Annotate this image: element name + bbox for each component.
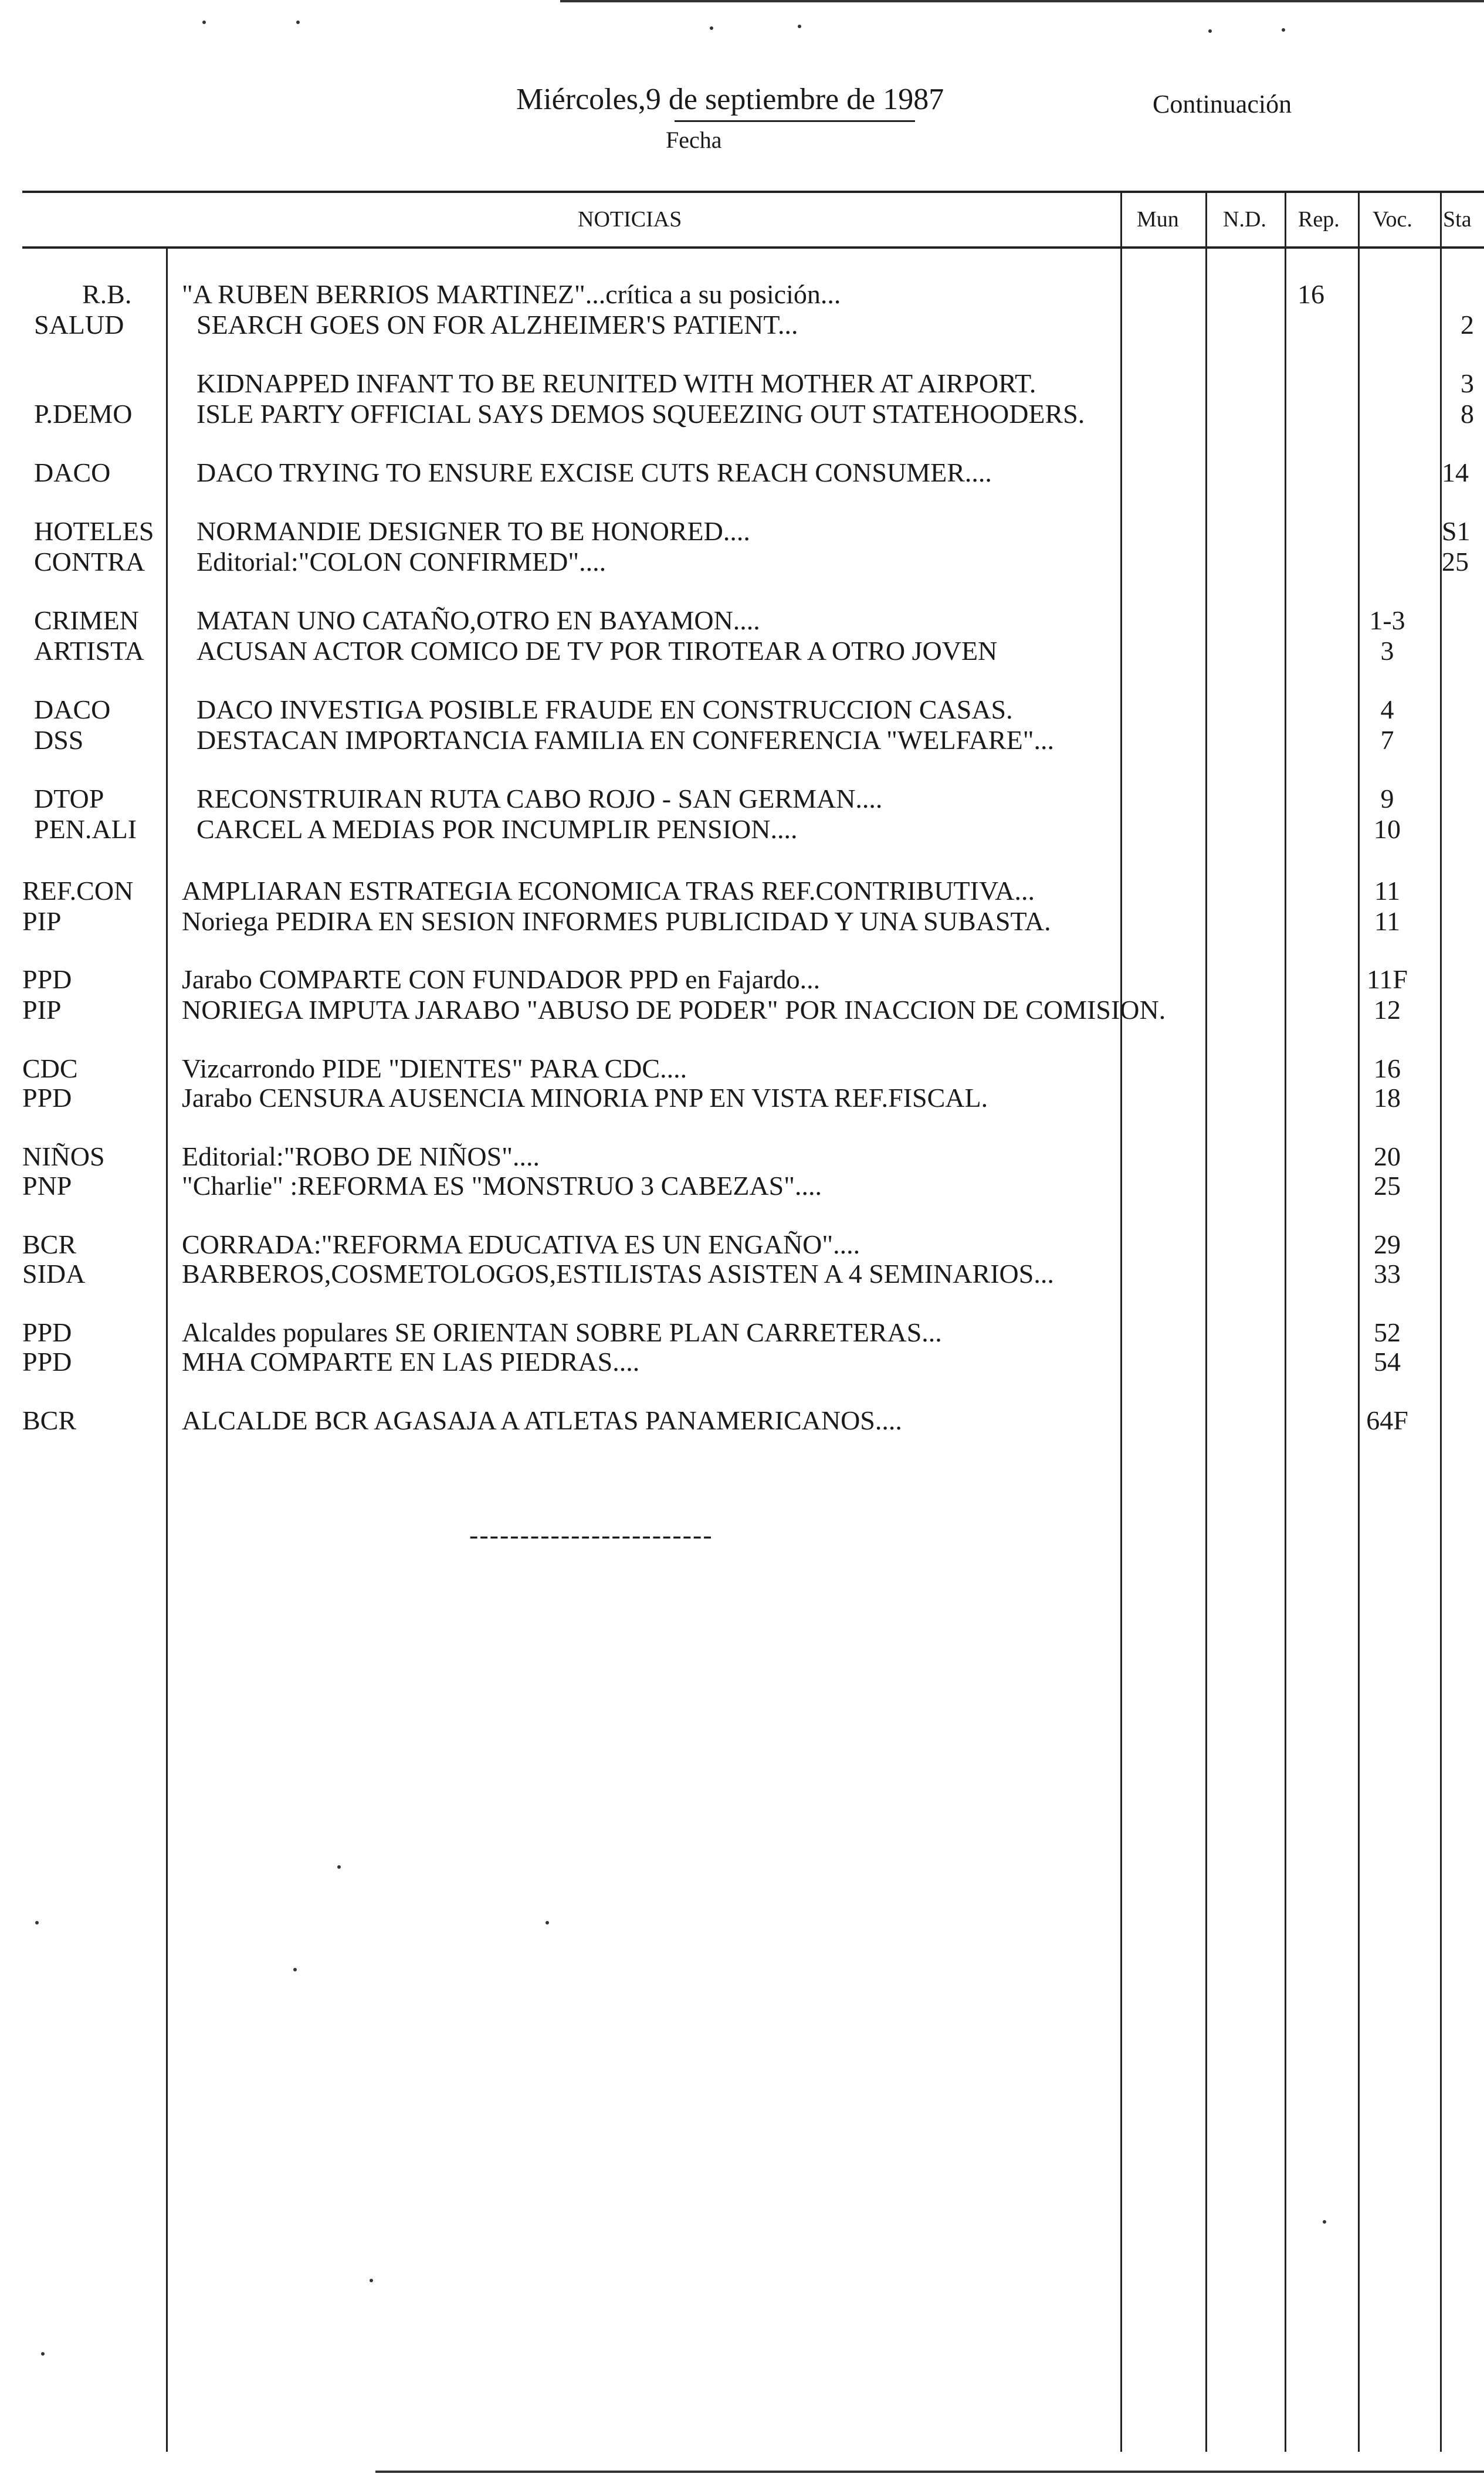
row-voc: 9	[1380, 784, 1394, 814]
table-row	[0, 1082, 1484, 1113]
table-row	[0, 814, 1484, 842]
row-category: PPD	[22, 1317, 72, 1347]
row-category: R.B.	[82, 279, 132, 309]
row-voc: 10	[1374, 814, 1401, 844]
row-category: SIDA	[22, 1259, 86, 1289]
scan-speck	[202, 21, 206, 24]
row-category: CONTRA	[34, 547, 145, 577]
table-row	[0, 1053, 1484, 1081]
row-category: CDC	[22, 1053, 78, 1083]
row-category: DTOP	[34, 784, 104, 814]
row-category: HOTELES	[34, 516, 154, 546]
table-row	[0, 1405, 1484, 1433]
row-category: PPD	[22, 964, 72, 994]
column-header-rep: Rep.	[1298, 207, 1340, 232]
row-category: PPD	[22, 1347, 72, 1377]
row-title: NORIEGA IMPUTA JARABO "ABUSO DE PODER" POR INACCION DE COMISION.	[182, 995, 1166, 1025]
table-row	[0, 1229, 1484, 1257]
row-category: PPD	[22, 1083, 72, 1113]
scan-speck	[296, 21, 300, 24]
table-row	[0, 635, 1484, 666]
row-rep: 16	[1297, 279, 1324, 309]
scan-speck	[1208, 29, 1212, 33]
row-voc: 11	[1374, 906, 1401, 936]
table-row	[0, 1258, 1484, 1289]
row-voc: 33	[1374, 1259, 1401, 1289]
row-sta: 2	[1461, 310, 1474, 340]
row-title: MATAN UNO CATAÑO,OTRO EN BAYAMON....	[196, 605, 760, 635]
scan-speck	[1282, 28, 1285, 32]
table-row	[0, 1317, 1484, 1345]
row-category: CRIMEN	[34, 605, 139, 635]
row-voc: 3	[1380, 636, 1394, 666]
row-title: "Charlie" :REFORMA ES "MONSTRUO 3 CABEZAS"....	[182, 1171, 822, 1201]
row-voc: 7	[1380, 725, 1394, 755]
row-category: DSS	[34, 725, 84, 755]
row-title: ACUSAN ACTOR COMICO DE TV POR TIROTEAR A OTRO JOVEN	[196, 636, 998, 666]
row-sta: S1	[1442, 516, 1471, 546]
scan-speck	[35, 1921, 39, 1924]
row-category: NIÑOS	[22, 1141, 105, 1171]
row-sta: 14	[1442, 458, 1469, 487]
table-row	[0, 1141, 1484, 1169]
row-voc: 29	[1374, 1229, 1401, 1259]
table-header-rule	[22, 246, 1484, 249]
scan-speck	[337, 1865, 341, 1869]
header-continuation: Continuación	[1153, 90, 1292, 118]
scan-speck	[370, 2279, 373, 2282]
row-category: PEN.ALI	[34, 814, 137, 844]
date-underline	[675, 120, 915, 122]
row-voc: 20	[1374, 1141, 1401, 1171]
header-date: Miércoles,9 de septiembre de 1987	[516, 83, 944, 116]
table-top-rule	[22, 191, 1484, 193]
table-row	[0, 964, 1484, 992]
table-row	[0, 605, 1484, 633]
column-header-nd: N.D.	[1223, 207, 1266, 232]
row-voc: 11	[1374, 876, 1401, 906]
row-voc: 18	[1374, 1083, 1401, 1113]
row-title: DESTACAN IMPORTANCIA FAMILIA EN CONFERENCIA "WELFARE"...	[196, 725, 1054, 755]
row-category: SALUD	[34, 310, 124, 340]
row-title: Editorial:"ROBO DE NIÑOS"....	[182, 1141, 540, 1171]
row-category: DACO	[34, 694, 111, 724]
table-row	[0, 368, 1484, 396]
scan-speck	[546, 1921, 549, 1924]
row-title: KIDNAPPED INFANT TO BE REUNITED WITH MOTHER AT AIRPORT.	[196, 368, 1036, 398]
row-voc: 11F	[1367, 964, 1408, 994]
row-voc: 54	[1374, 1347, 1401, 1377]
row-title: DACO INVESTIGA POSIBLE FRAUDE EN CONSTRUCCION CASAS.	[196, 694, 1013, 724]
row-title: Jarabo COMPARTE CON FUNDADOR PPD en Fajardo...	[182, 964, 821, 994]
row-title: CORRADA:"REFORMA EDUCATIVA ES UN ENGAÑO"....	[182, 1229, 860, 1259]
row-sta: 8	[1461, 399, 1474, 429]
row-title: Alcaldes populares SE ORIENTAN SOBRE PLAN CARRETERAS...	[182, 1317, 942, 1347]
row-category: REF.CON	[22, 876, 134, 906]
table-row	[0, 694, 1484, 722]
row-title: AMPLIARAN ESTRATEGIA ECONOMICA TRAS REF.CONTRIBUTIVA...	[182, 876, 1035, 906]
row-category: DACO	[34, 458, 111, 487]
row-category: PIP	[22, 906, 62, 936]
row-title: ISLE PARTY OFFICIAL SAYS DEMOS SQUEEZING OUT STATEHOODERS.	[196, 399, 1085, 429]
row-title: Editorial:"COLON CONFIRMED"....	[196, 547, 607, 577]
row-voc: 25	[1374, 1171, 1401, 1201]
scan-speck	[293, 1968, 297, 1971]
row-voc: 1-3	[1369, 605, 1405, 635]
row-title: ALCALDE BCR AGASAJA A ATLETAS PANAMERICANOS....	[182, 1405, 902, 1435]
row-category: PNP	[22, 1171, 72, 1201]
row-voc: 52	[1374, 1317, 1401, 1347]
table-row	[0, 906, 1484, 934]
row-voc: 4	[1380, 694, 1394, 724]
column-header-sta: Sta	[1443, 207, 1472, 232]
row-title: DACO TRYING TO ENSURE EXCISE CUTS REACH CONSUMER....	[196, 458, 992, 487]
table-row	[0, 516, 1484, 544]
table-row	[0, 457, 1484, 485]
scan-speck	[1323, 2220, 1326, 2224]
bottom-rule	[375, 2471, 1484, 2473]
row-title: Noriega PEDIRA EN SESION INFORMES PUBLICIDAD Y UNA SUBASTA.	[182, 906, 1051, 936]
row-title: "A RUBEN BERRIOS MARTINEZ"...crítica a su posición...	[182, 279, 841, 309]
column-header-voc: Voc.	[1373, 207, 1412, 232]
table-row	[0, 1346, 1484, 1377]
row-title: SEARCH GOES ON FOR ALZHEIMER'S PATIENT...	[196, 310, 798, 340]
table-row	[0, 309, 1484, 340]
scan-speck	[41, 2352, 45, 2356]
row-category: P.DEMO	[34, 399, 133, 429]
row-category: PIP	[22, 995, 62, 1025]
row-title: Jarabo CENSURA AUSENCIA MINORIA PNP EN VISTA REF.FISCAL.	[182, 1083, 988, 1113]
table-row	[0, 398, 1484, 429]
row-title: BARBEROS,COSMETOLOGOS,ESTILISTAS ASISTEN A 4 SEMINARIOS...	[182, 1259, 1054, 1289]
row-sta: 3	[1461, 368, 1474, 398]
row-category: BCR	[22, 1229, 77, 1259]
row-voc: 12	[1374, 995, 1401, 1025]
column-header-mun: Mun	[1137, 207, 1179, 232]
top-rule	[560, 0, 1484, 2]
table-row	[0, 783, 1484, 814]
table-row	[0, 994, 1484, 1025]
header-date-label: Fecha	[666, 127, 722, 153]
table-row	[0, 546, 1484, 577]
row-title: CARCEL A MEDIAS POR INCUMPLIR PENSION....	[196, 814, 798, 844]
row-sta: 25	[1442, 547, 1469, 577]
row-title: Vizcarrondo PIDE "DIENTES" PARA CDC....	[182, 1053, 687, 1083]
end-separator: ------------------------	[469, 1520, 713, 1550]
scan-speck	[798, 25, 801, 28]
table-row	[0, 279, 1484, 307]
scan-speck	[710, 26, 713, 30]
table-row	[0, 724, 1484, 753]
row-voc: 16	[1374, 1053, 1401, 1083]
row-title: MHA COMPARTE EN LAS PIEDRAS....	[182, 1347, 640, 1377]
row-category: ARTISTA	[34, 636, 144, 666]
row-title: RECONSTRUIRAN RUTA CABO ROJO - SAN GERMAN....	[196, 784, 883, 814]
table-row	[0, 1170, 1484, 1201]
row-voc: 64F	[1366, 1405, 1408, 1435]
row-category: BCR	[22, 1405, 77, 1435]
table-row	[0, 875, 1484, 906]
row-title: NORMANDIE DESIGNER TO BE HONORED....	[196, 516, 750, 546]
column-header-noticias: NOTICIAS	[578, 207, 682, 232]
